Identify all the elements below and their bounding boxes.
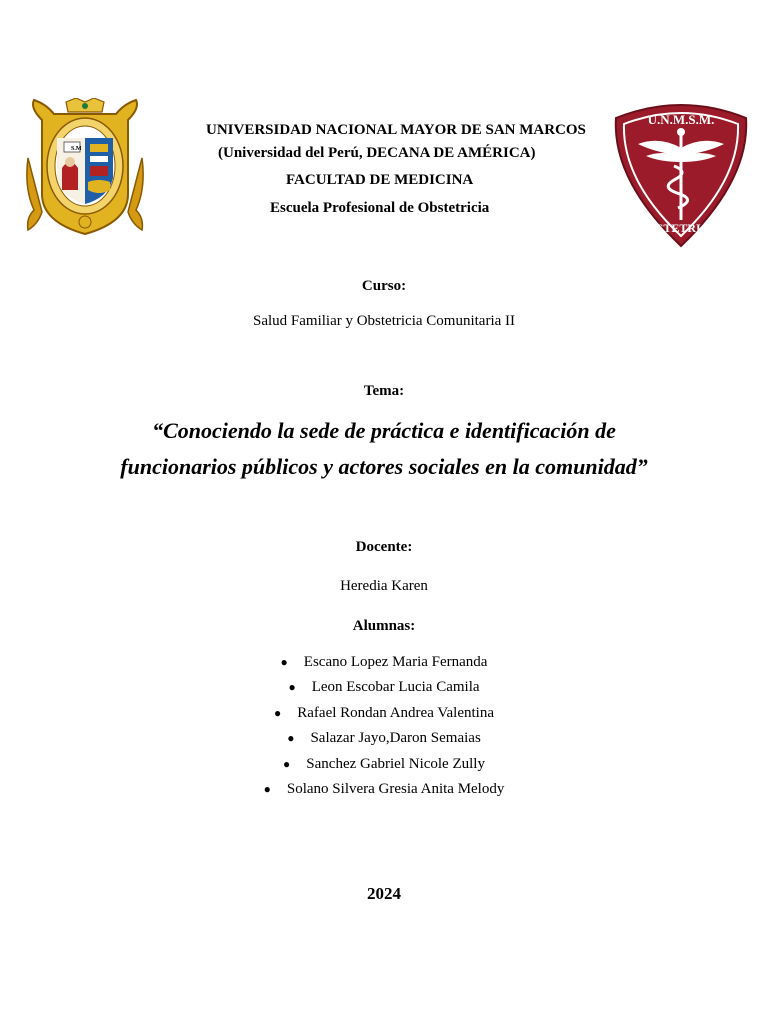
student-name: Solano Silvera Gresia Anita Melody <box>286 780 505 797</box>
logo-top-text: U.N.M.S.M. <box>647 112 715 127</box>
bullet-icon: ● <box>288 680 296 695</box>
list-item <box>0 777 768 802</box>
faculty-name: FACULTAD DE MEDICINA <box>286 172 474 188</box>
student-name: Escano Lopez Maria Fernanda <box>303 654 488 670</box>
bullet-icon: ● <box>263 781 271 796</box>
svg-text:S.M: S.M <box>71 146 82 152</box>
logo-bottom-text: OBSTETRICIA <box>639 221 723 235</box>
bullet-icon: ● <box>274 705 282 720</box>
bullet-icon: ● <box>280 655 288 669</box>
topic-title-line-1: “Conociendo la sede de práctica e identificación de <box>152 418 616 443</box>
unmsm-coat-of-arms-icon <box>24 98 146 236</box>
topic-title-line-2: funcionarios públicos y actores sociales en la comunidad” <box>120 454 648 479</box>
student-name: Rafael Rondan Andrea Valentina <box>297 704 494 721</box>
school-name: Escuela Profesional de Obstetricia <box>270 200 490 216</box>
list-item <box>0 726 768 751</box>
list-item <box>0 650 768 675</box>
course-label: Curso: <box>361 278 407 294</box>
year: 2024 <box>367 884 401 903</box>
teacher-label: Docente: <box>355 539 413 555</box>
topic-label: Tema: <box>363 383 405 399</box>
teacher-name: Heredia Karen <box>340 578 428 594</box>
university-name: UNIVERSIDAD NACIONAL MAYOR DE SAN MARCOS <box>206 122 586 138</box>
student-name: Sanchez Gabriel Nicole Zully <box>306 755 485 772</box>
students-label: Alumnas: <box>352 618 416 634</box>
bullet-icon: ● <box>287 731 295 746</box>
course-value: Salud Familiar y Obstetricia Comunitaria II <box>252 313 516 329</box>
student-name: Salazar Jayo,Daron Semaias <box>310 730 481 747</box>
list-item <box>0 752 768 777</box>
student-name: Leon Escobar Lucia Camila <box>311 679 480 696</box>
university-subtitle: (Universidad del Perú, DECANA DE AMÉRICA) <box>218 145 536 161</box>
obstetricia-caduceus-shield-icon <box>610 100 752 248</box>
list-item <box>0 701 768 726</box>
students-list <box>0 650 768 802</box>
bullet-icon: ● <box>283 756 291 771</box>
list-item <box>0 675 768 700</box>
